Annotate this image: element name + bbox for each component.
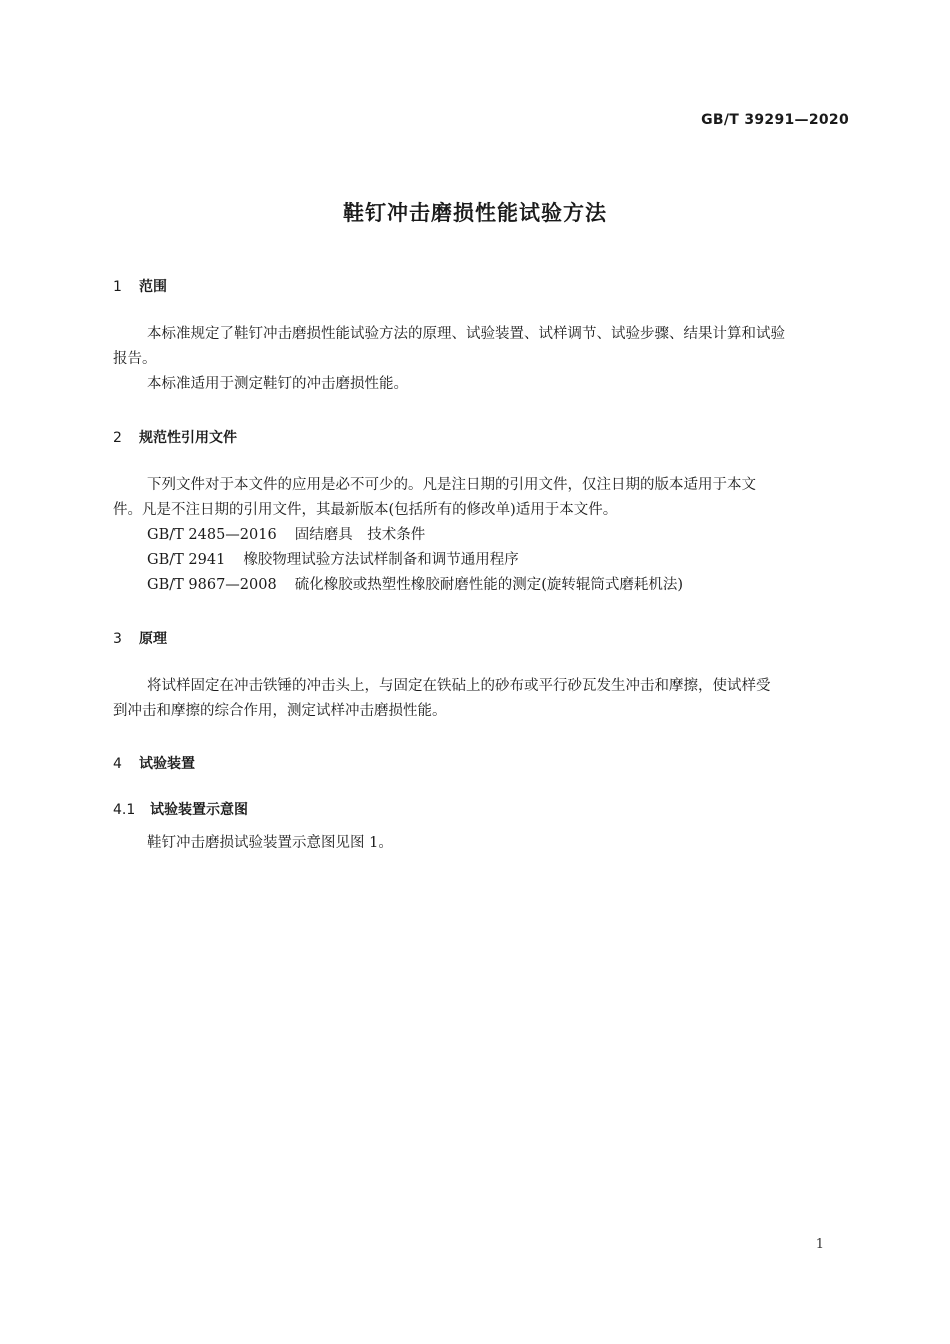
document-title: 鞋钉冲击磨损性能试验方法 — [343, 201, 607, 225]
paragraph-line: 下列文件对于本文件的应用是必不可少的。凡是注日期的引用文件，仅注日期的版本适用于本文 — [147, 477, 756, 493]
section-title: 规范性引用文件 — [139, 430, 237, 446]
section-title: 试验装置示意图 — [150, 802, 248, 818]
section-1-body — [113, 322, 850, 397]
reference-item — [113, 548, 850, 573]
section-3-heading — [113, 628, 167, 648]
reference-code: GB/T 9867—2008 — [147, 577, 277, 593]
section-number: 3 — [113, 631, 122, 647]
paragraph: 鞋钉冲击磨损试验装置示意图见图 1。 — [147, 835, 393, 851]
paragraph-line: 将试样固定在冲击铁锤的冲击头上，与固定在铁砧上的砂布或平行砂瓦发生冲击和摩擦，使试样受 — [147, 678, 771, 694]
reference-title: 固结磨具 技术条件 — [294, 527, 426, 543]
reference-list — [113, 523, 850, 598]
reference-title: 橡胶物理试验方法试样制备和调节通用程序 — [243, 552, 519, 568]
section-4-heading — [113, 753, 195, 773]
standard-code: GB/T 39291—2020 — [701, 112, 849, 128]
section-number: 2 — [113, 430, 122, 446]
reference-item — [113, 573, 850, 598]
reference-code: GB/T 2941 — [147, 552, 226, 568]
section-4-1-body — [113, 831, 850, 856]
section-number: 4.1 — [113, 802, 136, 818]
paragraph-line: 件。凡是不注日期的引用文件，其最新版本(包括所有的修改单)适用于本文件。 — [113, 502, 618, 518]
section-2-body — [113, 473, 850, 598]
reference-title: 硫化橡胶或热塑性橡胶耐磨性能的测定(旋转辊筒式磨耗机法) — [294, 577, 684, 593]
section-title: 原理 — [139, 631, 167, 647]
section-number: 1 — [113, 279, 122, 295]
section-2-heading — [113, 427, 237, 447]
paragraph-line: 报告。 — [113, 351, 157, 367]
reference-item — [113, 523, 850, 548]
section-1-heading — [113, 276, 167, 296]
page-number: 1 — [815, 1237, 824, 1252]
paragraph-line: 本标准规定了鞋钉冲击磨损性能试验方法的原理、试验装置、试样调节、试验步骤、结果计算和试验 — [147, 326, 785, 342]
section-title: 试验装置 — [139, 756, 195, 772]
reference-code: GB/T 2485—2016 — [147, 527, 277, 543]
section-4-1-heading — [113, 799, 248, 819]
section-3-body — [113, 674, 850, 724]
section-title: 范围 — [139, 279, 167, 295]
section-number: 4 — [113, 756, 122, 772]
paragraph: 本标准适用于测定鞋钉的冲击磨损性能。 — [147, 376, 408, 392]
paragraph-line: 到冲击和摩擦的综合作用，测定试样冲击磨损性能。 — [113, 703, 447, 719]
